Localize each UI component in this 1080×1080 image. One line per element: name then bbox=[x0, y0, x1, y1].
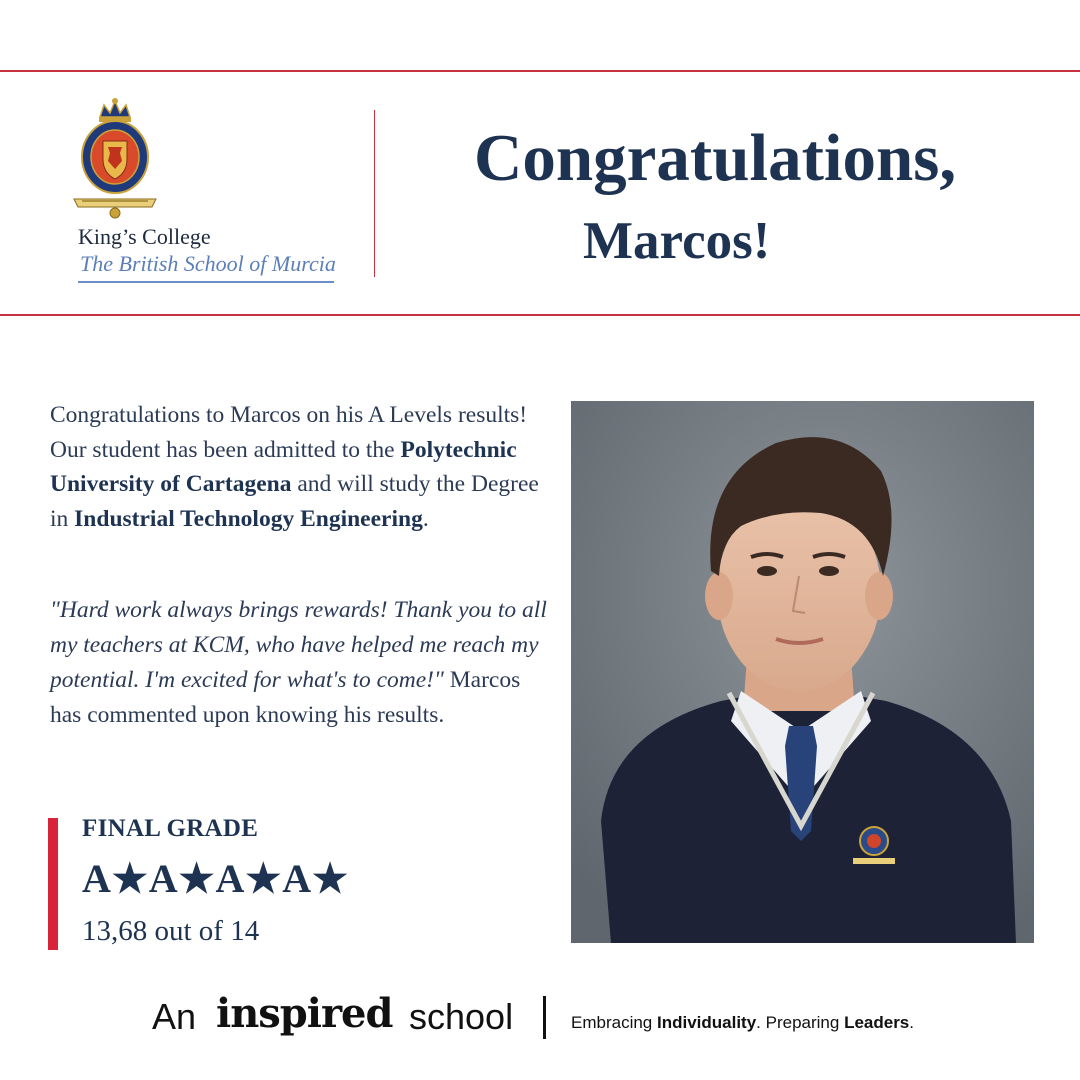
tagline-part-3: . Preparing bbox=[756, 1013, 845, 1032]
tagline-individuality: Individuality bbox=[656, 1013, 757, 1032]
tagline-leaders: Leaders bbox=[844, 1013, 910, 1032]
grade-label: FINAL GRADE bbox=[82, 815, 259, 842]
quote-attribution: Marcos has commented upon knowing his results. bbox=[50, 667, 521, 728]
student-quote-paragraph bbox=[50, 593, 550, 733]
school-crest-icon bbox=[70, 95, 160, 220]
grade-score: 13,68 out of 14 bbox=[82, 915, 260, 947]
header-divider bbox=[374, 110, 375, 277]
university-name: Polytechnic University of Cartagena bbox=[50, 436, 517, 497]
degree-name: Industrial Technology Engineering bbox=[74, 505, 423, 532]
school-name: King’s College bbox=[78, 224, 211, 249]
grade-value: A★A★A★A★ bbox=[82, 856, 349, 901]
announcement-text-b: and will study the Degree in bbox=[50, 471, 539, 532]
announcement-paragraph bbox=[50, 398, 550, 536]
tagline-part-5: . bbox=[909, 1013, 914, 1032]
announcement-text-c: . bbox=[422, 505, 429, 532]
announcement-text-a: Congratulations to Marcos on his A Levels results! Our student has been admitted to the bbox=[50, 402, 528, 463]
school-subtitle: The British School of Murcia bbox=[80, 251, 336, 276]
headline: Congratulations, bbox=[474, 121, 957, 195]
footer-an: An bbox=[152, 996, 197, 1037]
headline-name: Marcos! bbox=[583, 212, 771, 270]
student-photo bbox=[571, 401, 1034, 943]
header-bottom-rule bbox=[0, 314, 1080, 316]
student-quote: "Hard work always brings rewards! Thank you to all my teachers at KCM, who have helped me reach my potential. I'm excited for what's to come!" bbox=[50, 597, 547, 693]
footer-tagline bbox=[571, 1013, 914, 1033]
footer-separator bbox=[543, 996, 546, 1039]
top-rule bbox=[0, 70, 1080, 72]
footer-school: school bbox=[409, 996, 514, 1037]
school-underline bbox=[78, 281, 334, 283]
tagline-part-1: Embracing bbox=[571, 1013, 657, 1032]
grade-accent-bar bbox=[48, 818, 58, 950]
inspired-logo: inspired bbox=[216, 990, 393, 1037]
